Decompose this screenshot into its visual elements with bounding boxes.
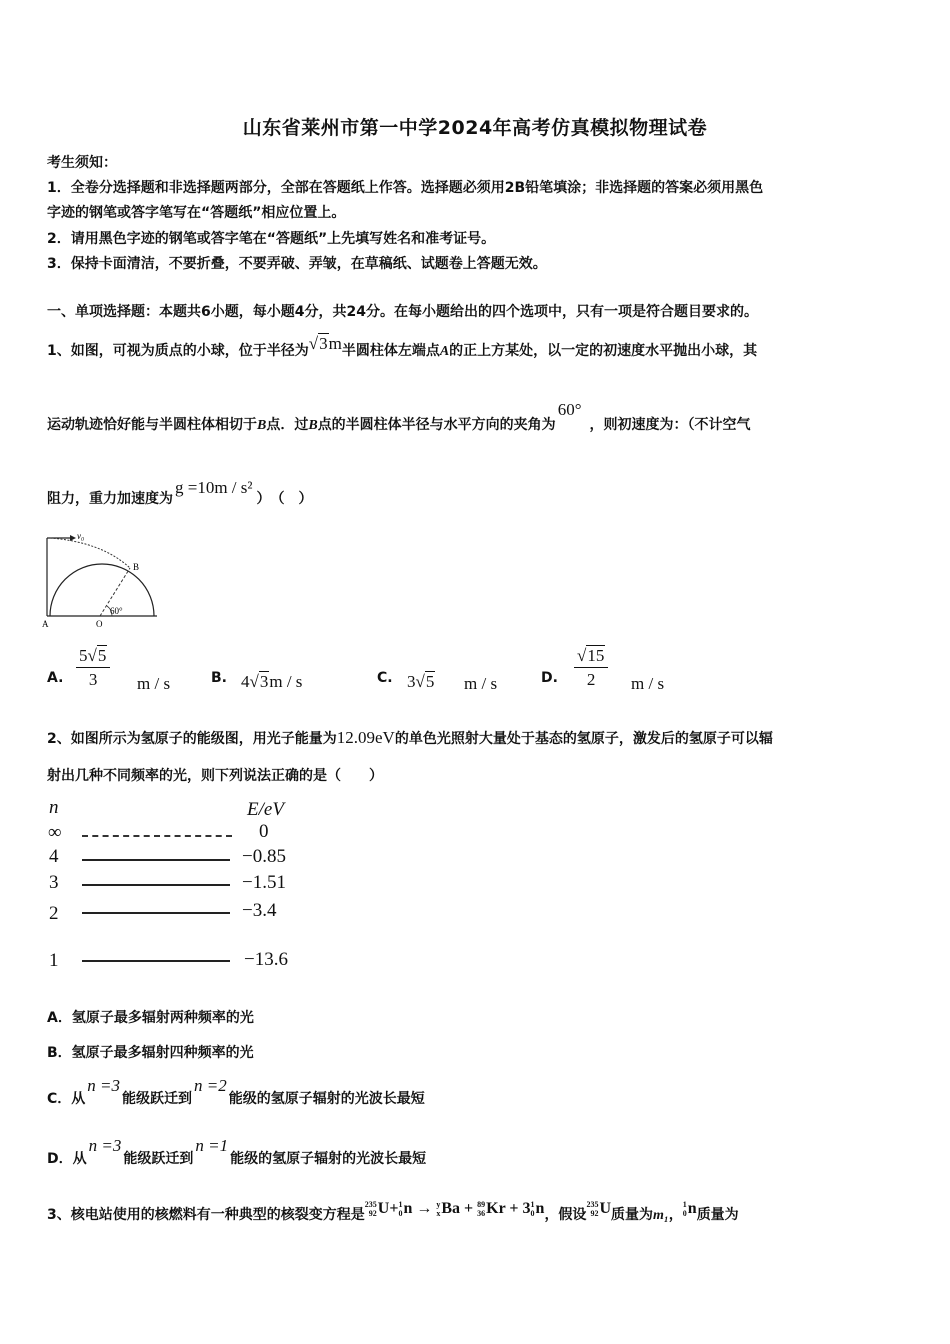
notice-heading: 考生须知： — [47, 155, 117, 171]
level-1-line — [82, 960, 230, 962]
level-3-e: −1.51 — [242, 872, 286, 893]
q1-opt-a-coef: 5 — [79, 646, 88, 665]
q1-option-a-value[interactable]: $\frac{5√5}{3}$ — [76, 646, 110, 690]
diagram-n-label: n — [49, 797, 59, 818]
q1-opt-d-root: 15 — [587, 646, 605, 665]
n-ref-atomic-number: 0 — [682, 1209, 687, 1219]
q2-opt-c-mid: 能级跃迁到 — [122, 1091, 193, 1107]
n-symbol: n — [403, 1200, 413, 1217]
q1-radius-value: 3 — [319, 334, 328, 353]
fig-a-label: A — [42, 619, 49, 629]
fig-trajectory — [50, 538, 130, 568]
q1-opt-c-root: 5 — [425, 672, 435, 691]
q3-text-3: 质量为 — [611, 1207, 653, 1223]
plus-3: + — [509, 1200, 519, 1217]
q1-option-b-letter[interactable]: B. — [211, 670, 227, 686]
fig-v0-arrowhead — [70, 535, 76, 541]
q1-radius: √3m — [308, 334, 342, 353]
kr-atomic-number: 36 — [477, 1209, 486, 1219]
u-ref-mass-number: 235 — [586, 1200, 599, 1210]
q1-angle: 60° — [557, 400, 582, 419]
q1-opt-a-den: 3 — [88, 670, 98, 689]
q1-option-a-unit: m / s — [137, 674, 171, 693]
q1-opt-a-root: 5 — [97, 646, 107, 665]
q1-option-d-letter[interactable]: D. — [541, 670, 558, 686]
level-2-n: 2 — [49, 903, 59, 924]
q1-text-8: 阻力，重力加速度为 — [47, 491, 173, 507]
q2-opt-d-suffix: 能级的氢原子辐射的光波长最短 — [230, 1151, 427, 1167]
q2-text-1: 2、如图所示为氢原子的能级图，用光子能量为 — [47, 731, 337, 747]
q2-line-1 — [47, 728, 773, 748]
q2-energy: 12.09eV — [336, 728, 395, 747]
q1-text-6: 点的半圆柱体半径与水平方向的夹角为 — [317, 417, 556, 433]
q3-m1: m₁ — [653, 1208, 669, 1223]
q1-gravity: g =10m / s² — [175, 478, 253, 497]
q1-point-a: A — [439, 344, 450, 359]
q3-line-1 — [47, 1200, 739, 1224]
neutron-count: 3 — [522, 1200, 531, 1217]
level-2-e: −3.4 — [242, 900, 277, 921]
notice-item-2: 2．请用黑色字迹的钢笔或答字笔在“答题纸”上先填写姓名和准考证号。 — [47, 231, 496, 247]
level-inf-n: ∞ — [48, 822, 62, 843]
level-inf-line — [82, 835, 232, 837]
n2-atomic-number: 0 — [530, 1209, 535, 1219]
n2-mass-number: 1 — [530, 1200, 535, 1210]
level-1-e: −13.6 — [244, 949, 288, 970]
fig-o-label: O — [96, 619, 103, 629]
q2-option-a[interactable]: A．氢原子最多辐射两种频率的光 — [47, 1010, 254, 1026]
q1-option-a-letter[interactable]: A. — [47, 670, 64, 686]
q1-radius-unit: m — [328, 334, 342, 353]
ba-symbol: Ba — [441, 1200, 461, 1217]
level-3-n: 3 — [49, 872, 59, 893]
q1-text-2: 半圆柱体左端点 — [341, 343, 440, 359]
n-atomic-number: 0 — [398, 1209, 403, 1219]
q1-text-7: ，则初速度为：（不计空气 — [589, 417, 751, 433]
n-ref-mass-number: 1 — [682, 1200, 687, 1210]
q3-n-ref — [683, 1200, 697, 1218]
q1-text-5: 点．过 — [266, 417, 309, 433]
u-ref-symbol: U — [599, 1200, 611, 1217]
section-heading: 一、单项选择题：本题共6小题，每小题4分，共24分。在每小题给出的四个选项中，只有一项是符合题目要求的。 — [47, 304, 758, 320]
q2-option-d[interactable] — [47, 1136, 427, 1168]
q2-opt-c-from: n =3 — [87, 1076, 121, 1095]
q2-opt-d-mid: 能级跃迁到 — [123, 1151, 194, 1167]
q1-opt-d-den: 2 — [586, 670, 596, 689]
q1-opt-b-unit: m / s — [269, 672, 303, 691]
q3-text-2: ，假设 — [544, 1207, 587, 1223]
q1-line-2 — [47, 400, 751, 434]
q1-option-c-letter[interactable]: C. — [377, 670, 393, 686]
u-symbol: U — [377, 1200, 390, 1217]
page-title: 山东省莱州市第一中学2024年高考仿真模拟物理试卷 — [242, 117, 708, 139]
fig-angle-label: 60° — [110, 606, 123, 616]
u-mass-number: 235 — [364, 1200, 377, 1210]
q1-figure — [40, 528, 165, 633]
q1-opt-b-coef: 4 — [241, 672, 250, 691]
level-4-e: −0.85 — [242, 846, 286, 867]
level-inf-e: 0 — [259, 821, 269, 842]
n2-symbol: n — [535, 1200, 545, 1217]
plus-2: + — [464, 1200, 474, 1217]
q2-option-b[interactable]: B．氢原子最多辐射四种频率的光 — [47, 1045, 254, 1061]
reaction-arrow: → — [416, 1200, 433, 1217]
q1-option-d-value[interactable]: $\frac{√15}{2}$ — [574, 646, 608, 690]
q2-opt-d-to: n =1 — [195, 1136, 229, 1155]
n-mass-number: 1 — [398, 1200, 403, 1210]
notice-item-3: 3．保持卡面清洁，不要折叠，不要弄破、弄皱，在草稿纸、试题卷上答题无效。 — [47, 256, 547, 272]
level-2-line — [82, 912, 230, 914]
kr-mass-number: 89 — [477, 1200, 486, 1210]
q3-prefix: 3、核电站使用的核燃料有一种典型的核裂变方程是 — [47, 1207, 365, 1223]
level-1-n: 1 — [49, 950, 59, 971]
q2-option-c[interactable] — [47, 1076, 425, 1108]
level-4-n: 4 — [49, 846, 59, 867]
q1-line-1 — [47, 334, 758, 360]
q1-point-b: B — [257, 418, 267, 433]
q1-text-9: ） （ ） — [256, 491, 313, 507]
q2-opt-d-from: n =3 — [88, 1136, 122, 1155]
plus-1: + — [389, 1200, 399, 1217]
fig-b-label: B — [133, 562, 140, 572]
ba-atomic-number: x — [436, 1209, 441, 1219]
u-atomic-number: 92 — [368, 1209, 377, 1219]
q3-text-5: 质量为 — [696, 1207, 739, 1223]
q3-equation — [365, 1200, 545, 1218]
level-3-line — [82, 884, 230, 886]
q2-line-2: 射出几种不同频率的光，则下列说法正确的是（ ） — [47, 768, 383, 784]
q3-text-4: ， — [668, 1207, 683, 1223]
notice-item-1-cont: 字迹的钢笔或答字笔写在“答题纸”相应位置上。 — [47, 205, 346, 221]
q1-opt-b-root: 3 — [259, 672, 269, 691]
q1-text-3: 的正上方某处，以一定的初速度水平抛出小球，其 — [449, 343, 758, 359]
q2-opt-c-suffix: 能级的氢原子辐射的光波长最短 — [228, 1091, 425, 1107]
q1-option-d-unit: m / s — [631, 674, 665, 693]
n-ref-symbol: n — [687, 1200, 697, 1217]
q1-point-b-2: B — [308, 418, 318, 433]
q3-u-ref — [586, 1200, 611, 1218]
q2-opt-d-prefix: D．从 — [47, 1151, 87, 1167]
q1-opt-c-coef: 3 — [407, 672, 416, 691]
q2-opt-c-to: n =2 — [194, 1076, 227, 1095]
kr-symbol: Kr — [486, 1200, 506, 1217]
fig-v0-label: v₀ — [77, 531, 85, 541]
q1-line-3 — [47, 478, 313, 508]
u-ref-atomic-number: 92 — [590, 1209, 599, 1219]
q1-option-c-unit: m / s — [464, 674, 498, 693]
ba-mass-number: y — [436, 1200, 441, 1210]
q1-text-4: 运动轨迹恰好能与半圆柱体相切于 — [47, 417, 257, 433]
diagram-e-label: E/eV — [247, 799, 284, 820]
q1-text-1: 1、如图，可视为质点的小球，位于半径为 — [47, 343, 309, 359]
notice-item-1: 1．全卷分选择题和非选择题两部分，全部在答题纸上作答。选择题必须用2B铅笔填涂；非选择题的答案必须用黑色 — [47, 180, 764, 196]
q2-opt-c-prefix: C．从 — [47, 1091, 86, 1107]
q1-option-c-value[interactable]: 3√5 — [407, 672, 435, 691]
level-4-line — [82, 859, 230, 861]
q1-option-b-value[interactable]: 4√3m / s — [241, 672, 303, 691]
q2-text-2: 的单色光照射大量处于基态的氢原子，激发后的氢原子可以辐 — [394, 731, 773, 747]
